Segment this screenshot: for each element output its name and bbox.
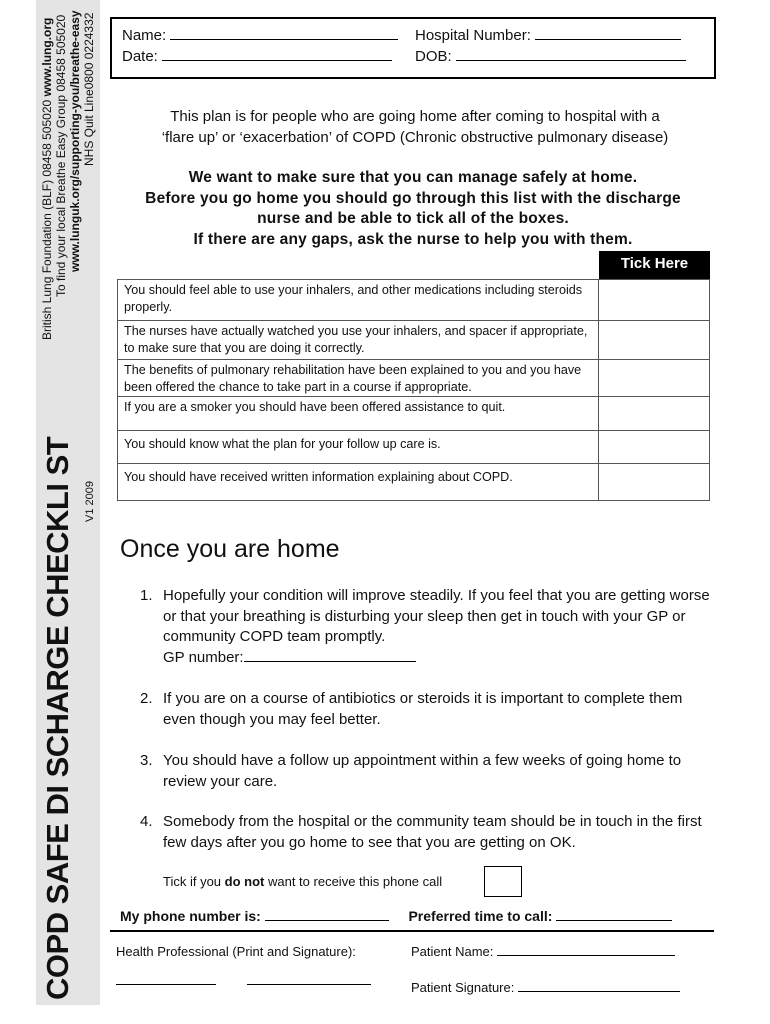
health-professional-signature-line[interactable] xyxy=(247,984,371,985)
patient-signature-field[interactable]: Patient Signature: xyxy=(411,980,680,995)
checklist-item: You should feel able to use your inhalers, and other medications including steroids properly. xyxy=(118,280,599,321)
hospital-number-field[interactable] xyxy=(415,27,681,44)
phone-call-opt-out-checkbox[interactable] xyxy=(484,866,522,897)
patient-details-box xyxy=(110,17,716,79)
checklist-item: The nurses have actually watched you use your inhalers, and spacer if appropriate, to make sure that you are doing it correctly. xyxy=(118,321,599,360)
gp-number-label: GP number: xyxy=(163,648,244,666)
instructions: We want to make sure that you can manage safely at home. Before you go home you should go through this list with the discharge nurse and be able to tick all of the boxes. If there are any gaps, ask the nurse to help you with them. xyxy=(145,169,681,248)
checklist-row xyxy=(118,464,710,501)
dob-label: DOB: xyxy=(415,48,452,65)
date-label: Date: xyxy=(122,48,158,65)
list-item: 3. You should have a follow up appointment within a few weeks of going home to review your care. xyxy=(140,752,682,790)
checklist-table xyxy=(117,279,710,501)
name-label: Name: xyxy=(122,27,167,44)
intro-text: This plan is for people who are going home after coming to hospital with a ‘flare up’ or ‘exacerbation’ of COPD (Chronic obstructive pulmonary disease) xyxy=(161,108,669,146)
name-line xyxy=(170,27,398,40)
document-title: COPD SAFE DI SCHARGE CHECKLI ST xyxy=(40,436,75,1000)
breathe-easy-contact: To find your local Breathe Easy Group 08458 505020 xyxy=(54,14,68,297)
checklist-item: You should have received written information explaining about COPD. xyxy=(118,464,599,501)
divider xyxy=(110,930,714,932)
tick-here-header: Tick Here xyxy=(599,251,710,279)
breathe-easy-url: www.lunguk.org/supporting-you/breathe-easy xyxy=(68,10,82,272)
date-field[interactable] xyxy=(122,48,392,65)
preferred-time-field[interactable]: Preferred time to call: xyxy=(408,908,672,924)
nhs-quit-line: NHS Quit Line0800 0224332 xyxy=(82,12,96,166)
section-title: Once you are home xyxy=(120,535,340,563)
hospital-number-label: Hospital Number: xyxy=(415,27,531,44)
list-item: 2. If you are on a course of antibiotics or steroids it is important to complete them even though you may feel better. xyxy=(140,690,683,728)
tick-box[interactable] xyxy=(599,397,710,431)
phone-number-field[interactable]: My phone number is: xyxy=(120,908,389,924)
checklist-item: You should know what the plan for your follow up care is. xyxy=(118,431,599,464)
date-line xyxy=(162,48,392,61)
gp-number-field[interactable] xyxy=(163,648,710,669)
checklist-row xyxy=(118,397,710,431)
checklist-row xyxy=(118,280,710,321)
list-item: 1. Hopefully your condition will improve steadily. If you feel that you are getting worse or that your breathing is disturbing your sleep then get in touch with your GP or community COPD team promptly. GP number: xyxy=(140,586,710,668)
checklist-item: If you are a smoker you should have been offered assistance to quit. xyxy=(118,397,599,431)
hospital-number-line xyxy=(535,27,681,40)
tick-box[interactable] xyxy=(599,280,710,321)
health-professional-label: Health Professional (Print and Signature): xyxy=(116,944,356,959)
tick-box[interactable] xyxy=(599,464,710,501)
checklist-item: The benefits of pulmonary rehabilitation have been explained to you and you have been offered the chance to take part in a course if appropriate. xyxy=(118,360,599,397)
phone-call-opt-out-note: Tick if you do not want to receive this phone call xyxy=(163,874,443,889)
list-item: 4. Somebody from the hospital or the community team should be in touch in the first few days after you go home to see that you are getting on OK. xyxy=(140,813,702,851)
patient-name-field[interactable]: Patient Name: xyxy=(411,944,675,959)
checklist-row xyxy=(118,360,710,397)
dob-field[interactable] xyxy=(415,48,686,65)
phone-row xyxy=(120,908,672,924)
health-professional-print-line[interactable] xyxy=(116,984,216,985)
version-label: V1 2009 xyxy=(84,481,96,522)
blf-contact: British Lung Foundation (BLF) 08458 505020 www.lung.org xyxy=(40,17,54,340)
checklist-row xyxy=(118,321,710,360)
checklist-row xyxy=(118,431,710,464)
tick-box[interactable] xyxy=(599,431,710,464)
name-field[interactable] xyxy=(122,27,398,44)
gp-number-line xyxy=(244,648,416,662)
dob-line xyxy=(456,48,686,61)
tick-box[interactable] xyxy=(599,360,710,397)
tick-box[interactable] xyxy=(599,321,710,360)
